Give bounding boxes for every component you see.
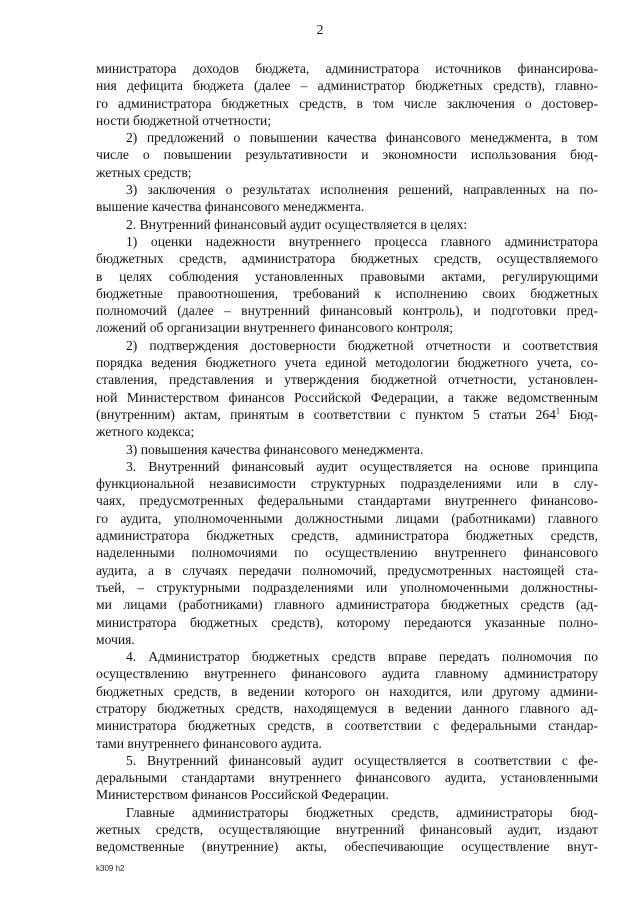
text-line: полномочий (далее – внутренний финансовый контроль), и подготовки пред-: [96, 303, 598, 319]
text-line: администратора бюджетных средств, администратора бюджетных средств,: [96, 528, 598, 544]
footer-code: k309 h2: [96, 864, 125, 873]
text-line: функциональной независимости структурных подразделениями или в слу-: [96, 476, 598, 492]
text-line: 2) подтверждения достоверности бюджетной отчетности и соответствия: [126, 337, 598, 353]
text-line: порядка ведения бюджетного учета единой методологии бюджетного учета, со-: [96, 355, 598, 371]
text-line: министратора доходов бюджета, администратора источников финансирова-: [96, 61, 598, 76]
text-line: министратора бюджетных средств, в соответствии с федеральными стандар-: [96, 718, 598, 734]
text-line: стратору бюджетных средств, находящемуся в ведении данного главного ад-: [96, 700, 598, 716]
text-line: 3. Внутренний финансовый аудит осуществляется на основе принципа: [126, 458, 598, 474]
text-line: тьей, – структурными подразделениями или уполномоченными должностны-: [96, 579, 598, 595]
text-line: министратора бюджетных средств), которому передаются указанные полно-: [96, 614, 598, 630]
footnote-superscript: 1: [555, 406, 560, 416]
text-line: тами внутреннего финансового аудита.: [96, 735, 322, 751]
text-line: ния дефицита бюджета (далее – администратор бюджетных средств), главно-: [96, 78, 598, 94]
text-line: го администратора бюджетных средств, в том числе заключения о достовер-: [96, 95, 598, 111]
text-line: бюджетных средств, администратора бюджетных средств, осуществляемого: [96, 251, 598, 267]
text-line: жетных средств;: [96, 164, 192, 180]
body-text: [96, 60, 598, 856]
text-line: 2. Внутренний финансовый аудит осуществляется в целях:: [126, 216, 468, 232]
text-line: бюджетные правоотношения, требований к исполнению своих бюджетных: [96, 285, 598, 301]
text-line: ведомственные (внутренние) акты, обеспечивающие осуществление внут-: [96, 839, 598, 855]
text-line: бюджетных средств, в ведении которого он находится, или другому админи-: [96, 683, 598, 699]
text-line: ставления, представления и утверждения бюджетной отчетности, установлен-: [96, 372, 598, 388]
text-line: ной Министерством финансов Российской Федерации, а также ведомственным: [96, 389, 598, 405]
text-line: Главные администраторы бюджетных средств, администраторы бюд-: [126, 804, 598, 820]
text-line: ложений об организации внутреннего финансового контроля;: [96, 320, 454, 336]
text-line: (внутренним) актам, принятым в соответствии с пунктом 5 статьи 264$^1$ Бюд-: [96, 406, 598, 422]
text-line: в целях соблюдения установленных правовыми актами, регулирующими: [96, 268, 598, 284]
text-line: 3) заключения о результатах исполнения решений, направленных на по-: [126, 182, 598, 198]
text-line: го аудита, уполномоченными должностными лицами (работниками) главного: [96, 510, 598, 526]
text-line: наделенными полномочиями по осуществлению внутреннего финансового: [96, 545, 598, 561]
text-line: аудита, а в случаях передачи полномочий, предусмотренных настоящей ста-: [96, 562, 598, 578]
text-line: чаях, предусмотренных федеральными стандартами внутреннего финансово-: [96, 493, 598, 509]
text-line: Министерством финансов Российской Федерации.: [96, 787, 389, 803]
text-line: 5. Внутренний финансовый аудит осуществляется в соответствии с фе-: [126, 752, 598, 768]
text-line: ности бюджетной отчетности;: [96, 112, 272, 128]
text-line: числе о повышении результативности и экономности использования бюд-: [96, 147, 598, 163]
page-number: 2: [316, 23, 324, 38]
text-line: мочия.: [96, 631, 135, 647]
text-line: 4. Администратор бюджетных средств вправе передать полномочия по: [126, 649, 598, 665]
text-line: вышение качества финансового менеджмента.: [96, 199, 365, 215]
text-line: жетного кодекса;: [96, 424, 195, 440]
text-line: ми лицами (работниками) главного администратора бюджетных средств (ад-: [96, 597, 598, 613]
text-line: деральными стандартами внутреннего финансового аудита, установленными: [96, 770, 598, 786]
text-line: осуществлению внутреннего финансового аудита главному администратору: [96, 666, 598, 682]
text-line: 1) оценки надежности внутреннего процесса главного администратора: [126, 233, 598, 249]
text-line: 2) предложений о повышении качества финансового менеджмента, в том: [126, 130, 598, 146]
text-line: жетных средств, осуществляющие внутренний финансовый аудит, издают: [96, 822, 598, 838]
text-line: 3) повышения качества финансового менеджмента.: [126, 441, 424, 457]
